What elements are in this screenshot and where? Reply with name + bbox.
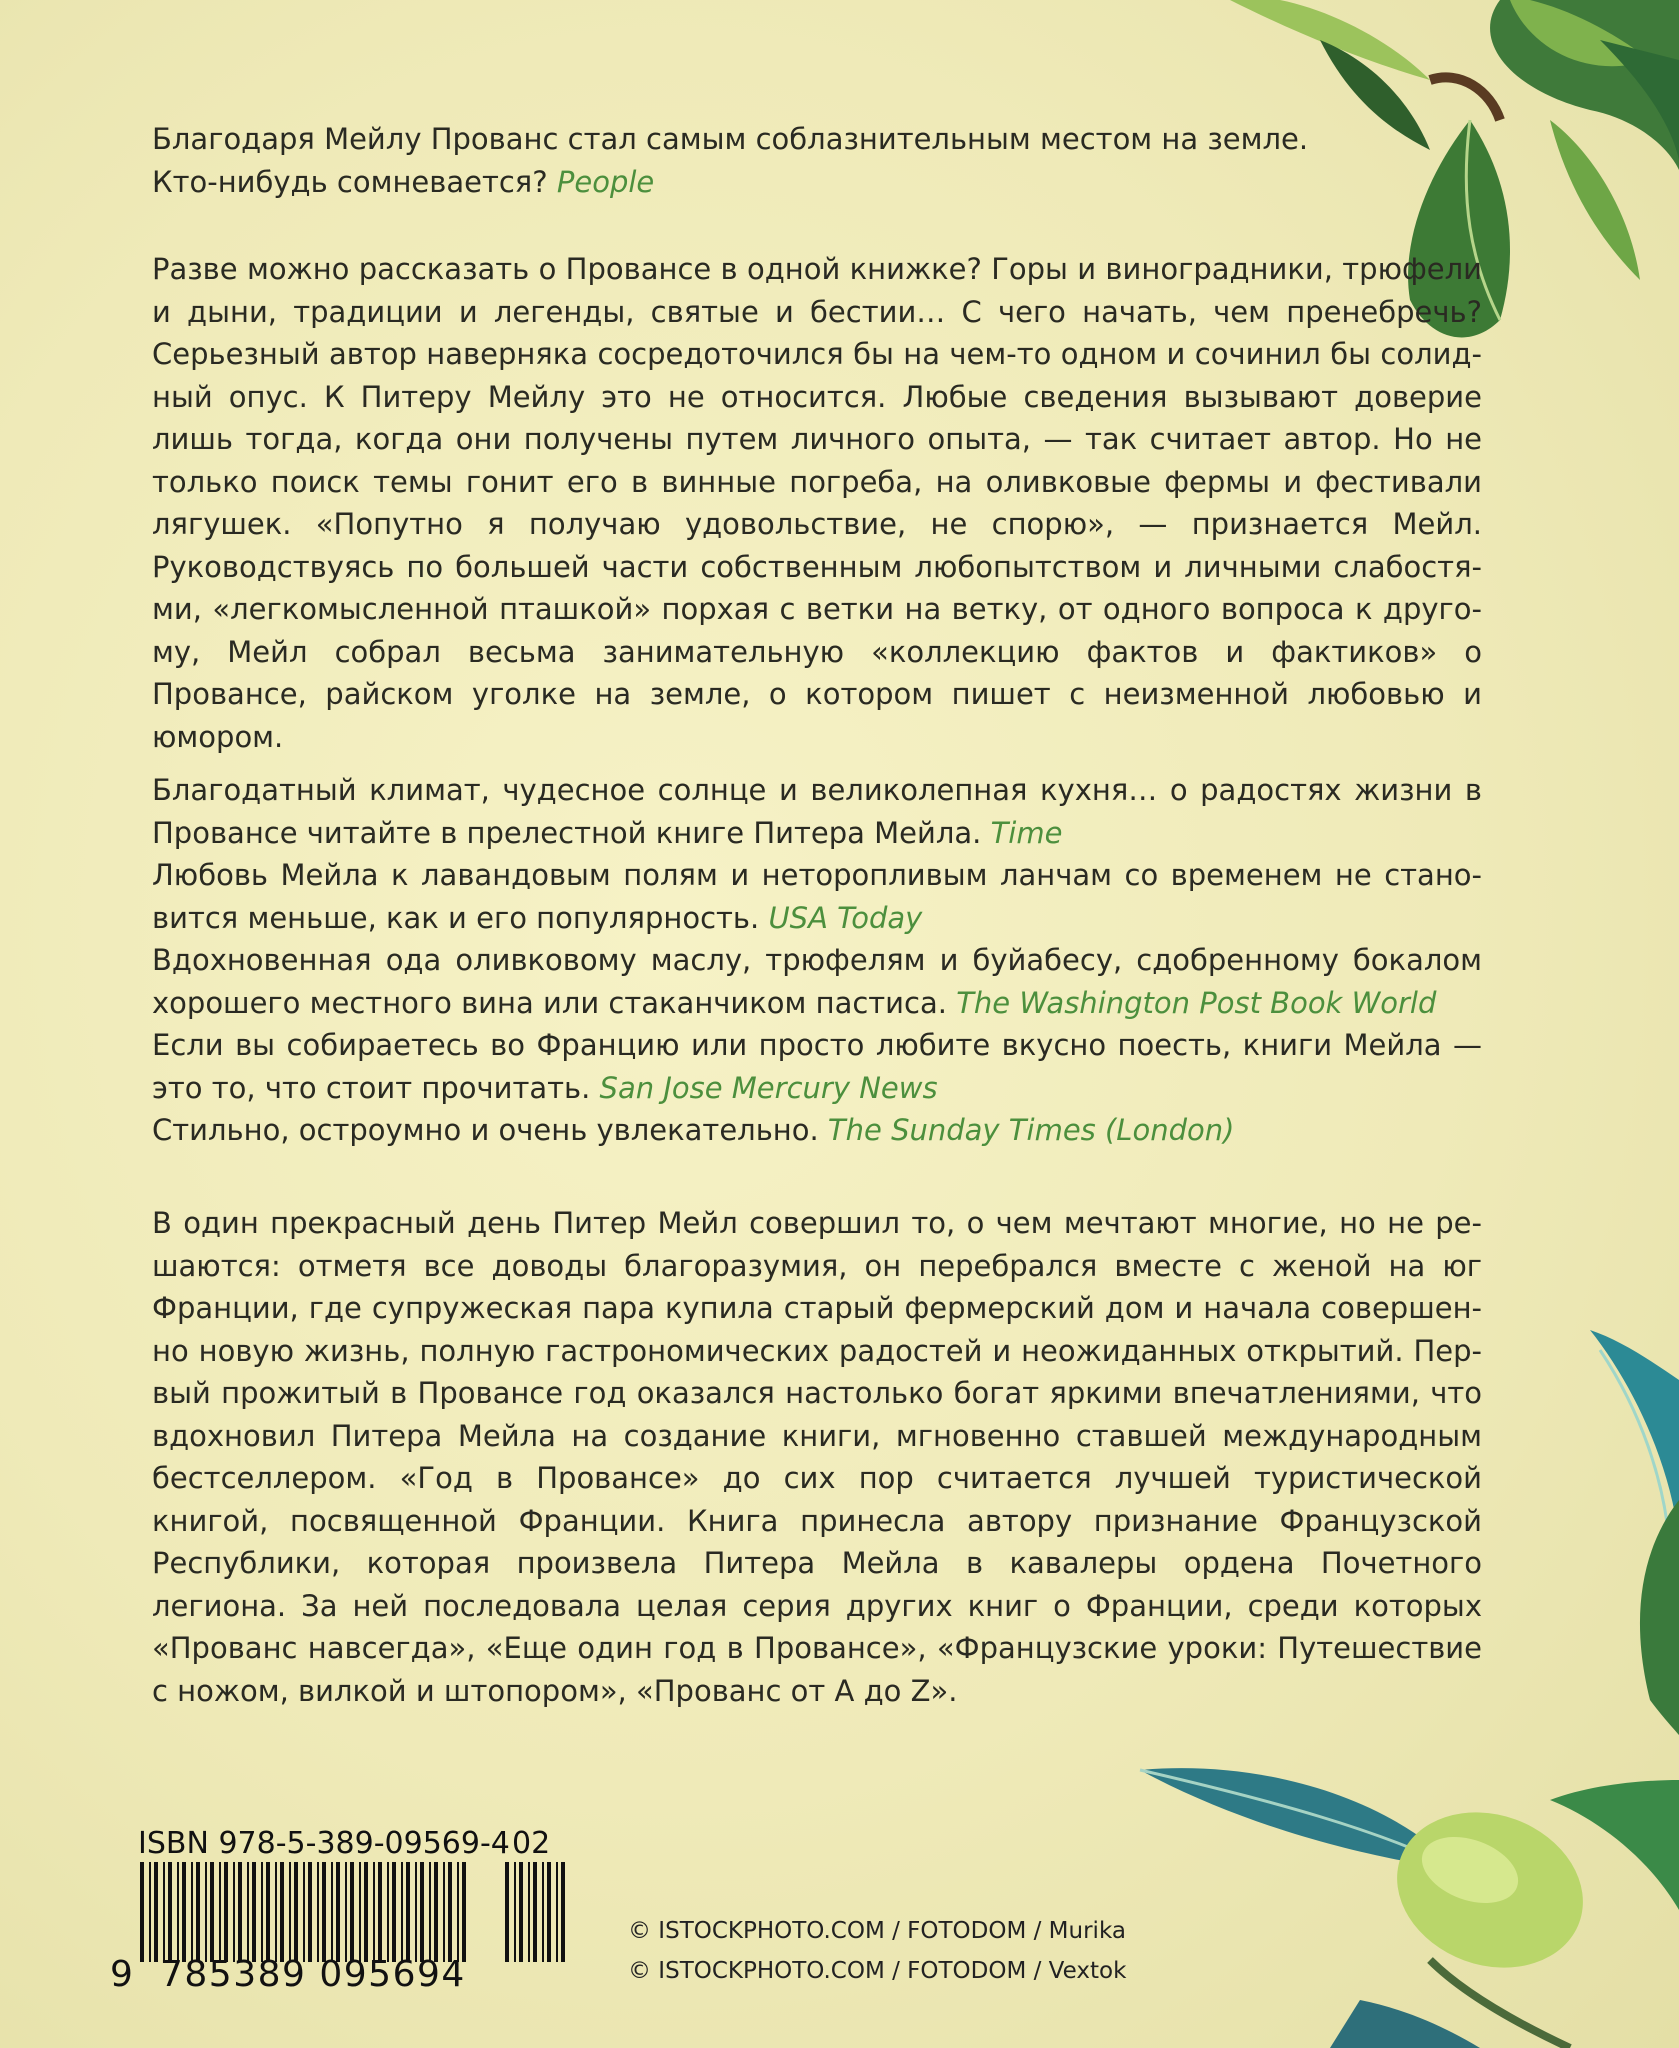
barcode-bar [415, 1862, 417, 1962]
barcode-bar [406, 1862, 410, 1962]
barcode-bar [434, 1862, 438, 1962]
barcode-bar [429, 1862, 431, 1962]
review-text: Если вы собираетесь во Францию или просто любите вкусно поесть, книги Мейла — это то, что стоит прочитать. [152, 1028, 1482, 1105]
review-source: Time [990, 815, 1063, 850]
barcode-bar [462, 1862, 466, 1962]
barcode-bar [420, 1862, 424, 1962]
quote-top [152, 118, 1482, 203]
barcode-bar [182, 1862, 186, 1962]
barcode-bar [533, 1862, 537, 1962]
barcode-bar [528, 1862, 530, 1962]
quote-top-text: Кто-нибудь сомневается? [152, 164, 548, 199]
barcode-bar [401, 1862, 403, 1962]
review-source: The Sunday Times (London) [827, 1113, 1235, 1147]
review-text: Вдохновенная ода оливковому маслу, трюфелям и буйабесу, сдобренному бокалом хорошего местного вина или стаканчиком пастиса. [152, 943, 1482, 1020]
review-item [152, 1109, 1482, 1152]
barcode-bar [308, 1862, 312, 1962]
barcode-bar [266, 1862, 270, 1962]
barcode-bar [224, 1862, 228, 1962]
barcode-icon [140, 1862, 470, 1962]
barcode-bar [261, 1862, 263, 1962]
barcode-bar [547, 1862, 551, 1962]
barcode-bar [322, 1862, 326, 1962]
barcode-bar [275, 1862, 277, 1962]
barcode-bar [364, 1862, 368, 1962]
quote-top-line1: Благодаря Мейлу Прованс стал самым соблазнительным местом на земле. [152, 122, 1309, 156]
review-source: USA Today [768, 900, 923, 935]
review-item [152, 769, 1482, 854]
photo-credit: © ISTOCKPHOTO.COM / FOTODOM / Vextok [628, 1958, 1127, 1984]
barcode-bar [542, 1862, 544, 1962]
barcode-bar [378, 1862, 382, 1962]
barcode-bar [448, 1862, 452, 1962]
barcode-bar [331, 1862, 333, 1962]
isbn-addon-label: 02 [512, 1826, 551, 1861]
barcode-bar [350, 1862, 354, 1962]
barcode-bar [154, 1862, 158, 1962]
barcode-bar [392, 1862, 396, 1962]
barcode-bar [238, 1862, 242, 1962]
barcode-bar [443, 1862, 445, 1962]
photo-credit: © ISTOCKPHOTO.COM / FOTODOM / Murika [628, 1918, 1126, 1944]
barcode-bar [556, 1862, 558, 1962]
quote-top-source: People [556, 164, 655, 199]
barcode-bar [519, 1862, 523, 1962]
ean-digits: 785389 095694 [160, 1954, 466, 1995]
barcode-bar [219, 1862, 221, 1962]
reviews-block [152, 769, 1482, 1152]
barcode-addon-icon [505, 1862, 565, 1962]
review-text: Любовь Мейла к лавандовым полям и неторопливым ланчам со временем не становится меньше, как и его популярность. [152, 858, 1482, 935]
barcode-bar [196, 1862, 200, 1962]
barcode-bar [168, 1862, 172, 1962]
para-intro: Разве можно рассказать о Провансе в одной книжке? Горы и виноградники, трюфели и дыни, традиции и легенды, святые и бестии… С чего начать, чем пренебречь? Серьезный автор наверняка сосредоточился бы на чем-то одном и сочинил бы солидный опус. К Питеру Мейлу это не относится. Любые сведения вызывают доверие лишь тогда, когда они получены путем личного опыта, — так считает автор. Но не только поиск темы гонит его в винные погреба, на оливковые фермы и фестивали лягушек. «Попутно я получаю удовольствие, не спорю», — признается Мейл. Руководствуясь по большей части собственным любопытством и личными слабостями, «легкомысленной пташкой» порхая с ветки на ветку, от одного вопроса к другому, Мейл собрал весьма занимательную «коллекцию фактов и фактиков» о Провансе, райском уголке на земле, о котором пишет с неизменной любовью и юмором. [152, 252, 1482, 754]
isbn-label: ISBN 978-5-389-09569-4 [138, 1826, 510, 1861]
barcode-bar [252, 1862, 256, 1962]
para-about: В один прекрасный день Питер Мейл совершил то, о чем мечтают многие, но не решаются: отметя все доводы благоразумия, он перебрался вместе с женой на юг Франции, где супружеская пара купила старый фермерский дом и начала совершенно новую жизнь, полную гастрономических радостей и неожиданных открытий. Первый прожитый в Провансе год оказался настолько богат яркими впечатлениями, что вдохновил Питера Мейла на создание книги, мгновенно ставшей международным бестселлером. «Год в Провансе» до сих пор считается лучшей туристической книгой, посвященной Франции. Книга принесла автору признание Французской Республики, которая произвела Питера Мейла в кавалеры ордена Почетного легиона. За ней последовала целая серия других книг о Франции, среди которых «Прованс навсегда», «Еще один год в Провансе», «Французские уроки: Путешествие с ножом, вилкой и штопором», «Прованс от А до Z». [152, 1206, 1482, 1708]
leaf-branch-right-icon [1580, 1320, 1679, 1740]
barcode-bar [210, 1862, 214, 1962]
barcode-bar [163, 1862, 165, 1962]
barcode-bar [359, 1862, 361, 1962]
barcode-bar [149, 1862, 151, 1962]
barcode-bar [345, 1862, 347, 1962]
barcode-bar [303, 1862, 305, 1962]
review-text: Благодатный климат, чудесное солнце и великолепная кухня… о радостях жизни в Провансе читайте в прелестной книге Питера Мейла. [152, 773, 1482, 850]
barcode-bar [140, 1862, 144, 1962]
barcode-bar [205, 1862, 207, 1962]
ean-first-digit: 9 [110, 1954, 133, 1995]
barcode-bar [233, 1862, 235, 1962]
barcode-bar [505, 1862, 509, 1962]
barcode-bar [336, 1862, 340, 1962]
review-text: Стильно, остроумно и очень увлекательно. [152, 1113, 819, 1147]
barcode-bar [177, 1862, 179, 1962]
barcode-bar [373, 1862, 375, 1962]
quote-top-line2 [152, 161, 1482, 204]
barcode-bar [247, 1862, 249, 1962]
review-item [152, 1024, 1482, 1109]
review-item [152, 939, 1482, 1024]
review-source: San Jose Mercury News [599, 1070, 938, 1105]
barcode-bar [280, 1862, 284, 1962]
review-source: The Washington Post Book World [956, 985, 1437, 1020]
barcode-bar [289, 1862, 291, 1962]
barcode-bar [387, 1862, 389, 1962]
barcode-bar [561, 1862, 565, 1962]
barcode-bar [317, 1862, 319, 1962]
review-item [152, 854, 1482, 939]
barcode-bar [514, 1862, 516, 1962]
olive-branch-bottom-right-icon [1130, 1760, 1679, 2048]
barcode-bar [191, 1862, 193, 1962]
barcode-bar [294, 1862, 298, 1962]
barcode-bar [457, 1862, 459, 1962]
